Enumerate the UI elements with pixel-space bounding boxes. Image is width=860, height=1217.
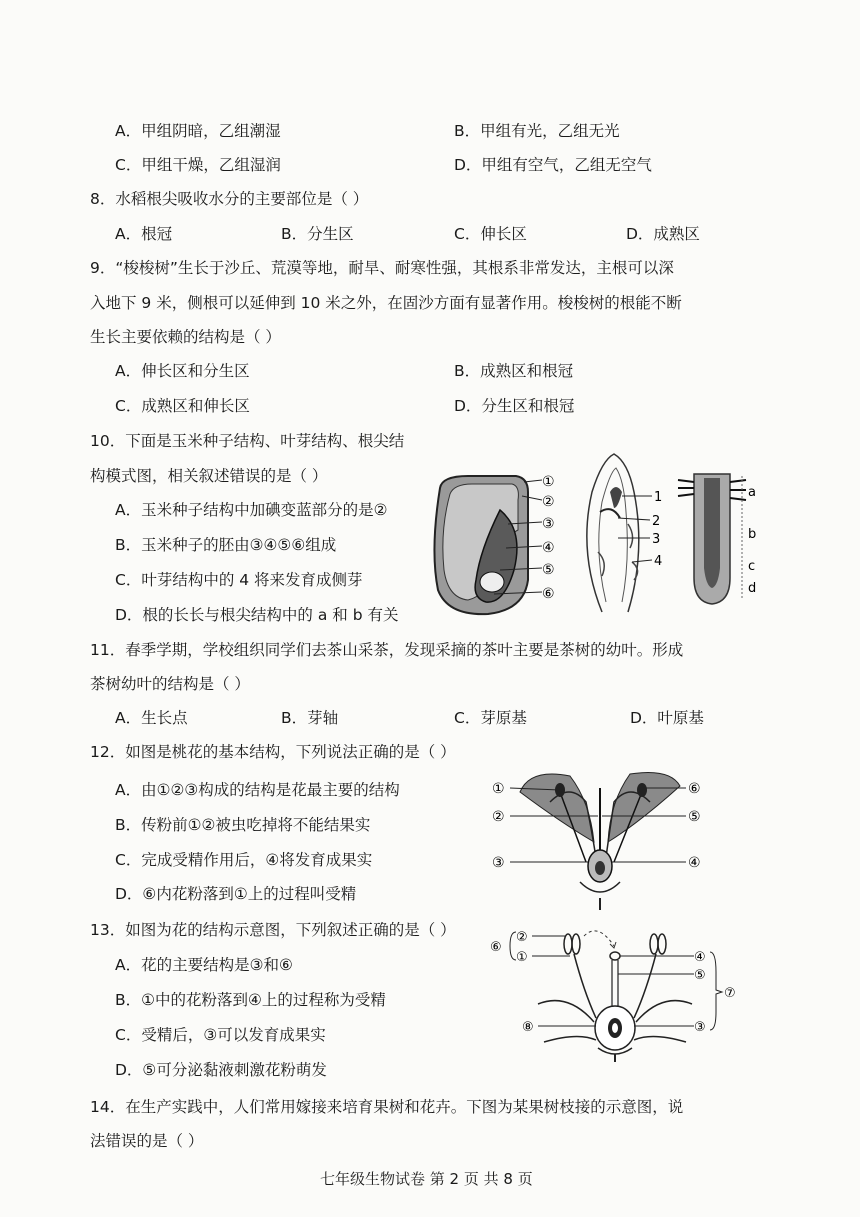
q13-option-c: C．受精后，③可以发育成果实 — [115, 1026, 326, 1044]
seed-label-6: ⑥ — [542, 586, 555, 602]
q10-option-c: C．叶芽结构中的 4 将来发育成侧芽 — [115, 571, 363, 589]
bud-label-1: 1 — [654, 490, 663, 505]
peach-label-4: ④ — [688, 855, 701, 871]
flower-label-5: ⑤ — [694, 968, 706, 983]
flower-label-7: ⑦ — [724, 986, 736, 1001]
seed-label-2: ② — [542, 494, 555, 510]
q9-stem-line2: 入地下 9 米，侧根可以延伸到 10 米之外，在固沙方面有显著作用。梭梭树的根能不断 — [90, 294, 682, 312]
flower-label-6: ⑥ — [490, 940, 502, 955]
q14-stem-line2: 法错误的是（ ） — [90, 1132, 204, 1150]
q12-option-d: D．⑥内花粉落到①上的过程叫受精 — [115, 885, 357, 903]
seed-label-3: ③ — [542, 516, 555, 532]
q10-option-d: D．根的长长与根尖结构中的 a 和 b 有关 — [115, 606, 399, 624]
corn-seed-figure — [428, 470, 568, 620]
q12-option-a: A．由①②③构成的结构是花最主要的结构 — [115, 781, 400, 799]
q7-option-a: A．甲组阴暗，乙组潮湿 — [115, 122, 281, 140]
q9-option-b: B．成熟区和根冠 — [454, 362, 574, 380]
flower-label-1: ① — [516, 950, 528, 965]
page-footer: 七年级生物试卷 第 2 页 共 8 页 — [320, 1170, 533, 1188]
q7-option-c: C．甲组干燥，乙组湿润 — [115, 156, 281, 174]
root-label-c: c — [748, 559, 756, 574]
root-label-d: d — [748, 581, 757, 596]
q13-option-a: A．花的主要结构是③和⑥ — [115, 956, 293, 974]
flower-label-8: ⑧ — [522, 1020, 534, 1035]
q8-option-a: A．根冠 — [115, 225, 173, 243]
q8-option-b: B．分生区 — [281, 225, 354, 243]
q12-option-b: B．传粉前①②被虫吃掉将不能结果实 — [115, 816, 371, 834]
seed-label-5: ⑤ — [542, 562, 555, 578]
peach-label-5: ⑤ — [688, 809, 701, 825]
q13-option-d: D．⑤可分泌黏液刺激花粉萌发 — [115, 1061, 327, 1079]
peach-label-1: ① — [492, 781, 505, 797]
bud-label-3: 3 — [652, 532, 661, 547]
q10-option-a: A．玉米种子结构中加碘变蓝部分的是② — [115, 501, 388, 519]
q9-option-c: C．成熟区和伸长区 — [115, 397, 250, 415]
q13-option-b: B．①中的花粉落到④上的过程称为受精 — [115, 991, 386, 1009]
root-label-b: b — [748, 527, 757, 542]
q14-stem-line1: 14．在生产实践中，人们常用嫁接来培育果树和花卉。下图为某果树枝接的示意图，说 — [90, 1098, 684, 1116]
q8-stem: 8．水稻根尖吸收水分的主要部位是（ ） — [90, 190, 369, 208]
root-tip-figure — [674, 468, 784, 608]
q11-option-b: B．芽轴 — [281, 709, 339, 727]
q9-option-d: D．分生区和根冠 — [454, 397, 575, 415]
q7-option-b: B．甲组有光，乙组无光 — [454, 122, 620, 140]
q12-option-c: C．完成受精作用后，④将发育成果实 — [115, 851, 373, 869]
q9-option-a: A．伸长区和分生区 — [115, 362, 250, 380]
seed-label-4: ④ — [542, 540, 555, 556]
flower-label-3: ③ — [694, 1020, 706, 1035]
peach-label-6: ⑥ — [688, 781, 701, 797]
leaf-bud-figure — [572, 452, 672, 617]
seed-label-1: ① — [542, 474, 555, 490]
q8-option-d: D．成熟区 — [626, 225, 700, 243]
q11-option-a: A．生长点 — [115, 709, 188, 727]
q12-stem: 12．如图是桃花的基本结构，下列说法正确的是（ ） — [90, 743, 456, 761]
q10-stem-line2: 构模式图，相关叙述错误的是（ ） — [90, 467, 328, 485]
flower-structure-figure — [488, 922, 748, 1062]
q11-stem-line2: 茶树幼叶的结构是（ ） — [90, 675, 250, 693]
q9-stem-line3: 生长主要依赖的结构是（ ） — [90, 328, 281, 346]
bud-label-2: 2 — [652, 514, 661, 529]
q13-stem: 13．如图为花的结构示意图，下列叙述正确的是（ ） — [90, 921, 456, 939]
q7-option-d: D．甲组有空气，乙组无空气 — [454, 156, 652, 174]
q10-option-b: B．玉米种子的胚由③④⑤⑥组成 — [115, 536, 337, 554]
q11-option-d: D．叶原基 — [630, 709, 704, 727]
peach-flower-figure — [490, 762, 720, 912]
q9-stem-line1: 9．“梭梭树”生长于沙丘、荒漠等地，耐旱、耐寒性强，其根系非常发达，主根可以深 — [90, 259, 674, 277]
peach-label-2: ② — [492, 809, 505, 825]
root-label-a: a — [748, 485, 756, 500]
peach-label-3: ③ — [492, 855, 505, 871]
q11-option-c: C．芽原基 — [454, 709, 527, 727]
flower-label-2: ② — [516, 930, 528, 945]
flower-label-4: ④ — [694, 950, 706, 965]
q10-stem-line1: 10．下面是玉米种子结构、叶芽结构、根尖结 — [90, 432, 405, 450]
bud-label-4: 4 — [654, 554, 663, 569]
q11-stem-line1: 11．春季学期，学校组织同学们去茶山采茶，发现采摘的茶叶主要是茶树的幼叶。形成 — [90, 641, 684, 659]
q8-option-c: C．伸长区 — [454, 225, 527, 243]
